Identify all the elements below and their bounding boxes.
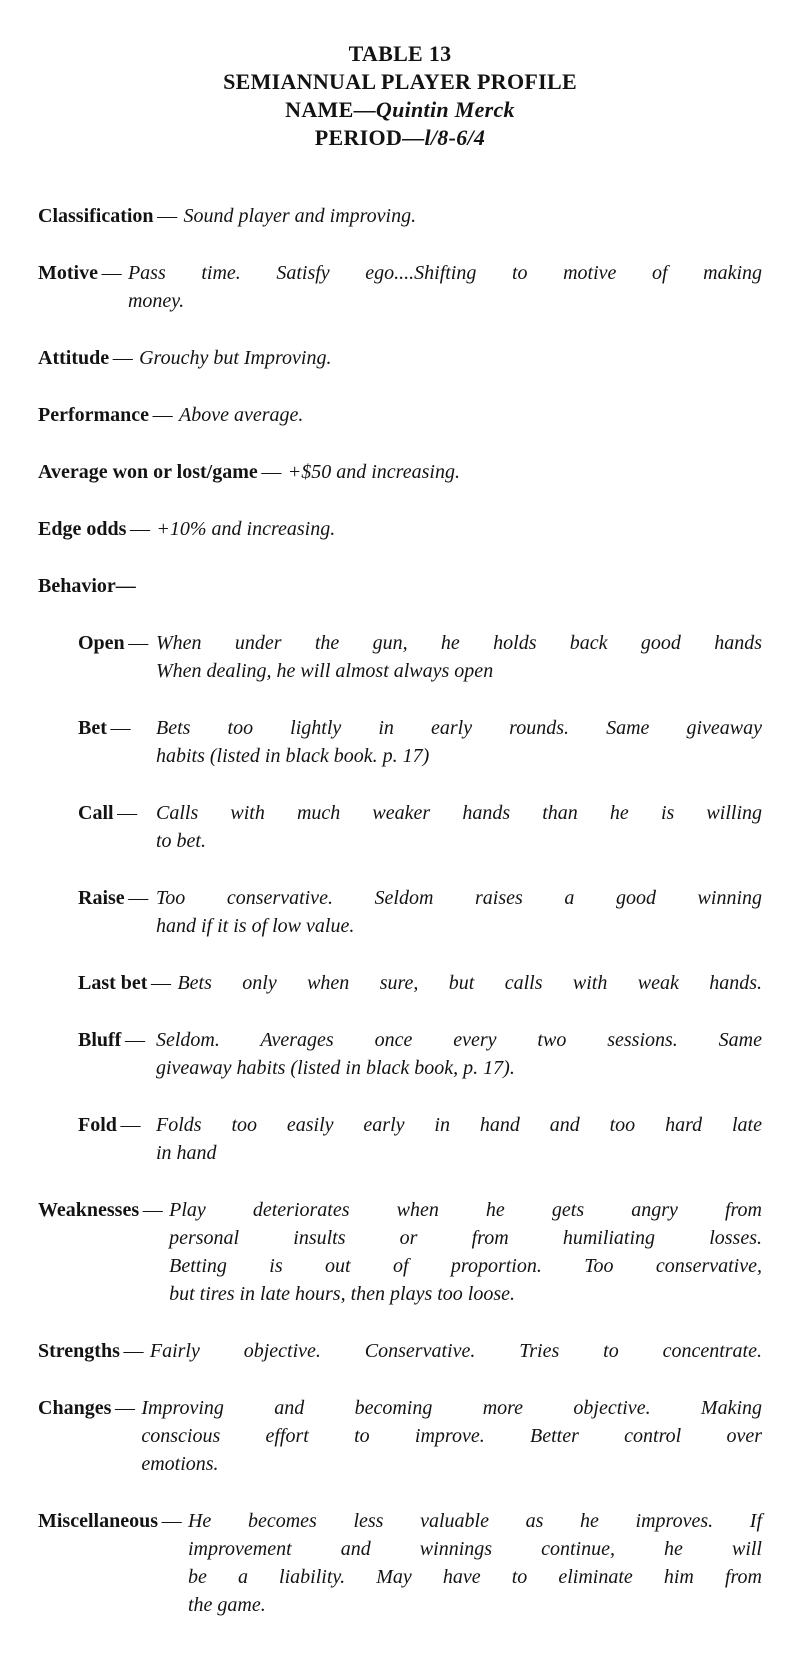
value-line: Sound player and improving. — [183, 205, 417, 227]
em-dash: — — [157, 205, 178, 227]
entry-label: Raise — — [78, 884, 156, 940]
entry-label: Average won or lost/game — — [38, 458, 288, 486]
value-line: +$50 and increasing. — [287, 461, 460, 483]
entry-label: Behavior— — [38, 575, 136, 597]
entry-behavior-fold — [78, 1111, 762, 1167]
table-number: TABLE 13 — [348, 41, 452, 66]
em-dash: — — [261, 461, 282, 483]
value-line: to bet. — [156, 830, 206, 852]
em-dash: — — [124, 1029, 145, 1051]
entry-behavior-call — [78, 799, 762, 855]
value-line: emotions. — [141, 1453, 219, 1475]
entry-behavior-open — [78, 629, 762, 685]
entry-value — [156, 629, 762, 685]
value-line: Grouchy but Improving. — [139, 347, 332, 369]
entry-value — [139, 344, 762, 372]
em-dash: — — [101, 262, 122, 284]
table-title: SEMIANNUAL PLAYER PROFILE — [223, 69, 577, 94]
em-dash: — — [151, 972, 172, 994]
em-dash: — — [128, 887, 149, 909]
value-line: but tires in late hours, then plays too loose. — [169, 1283, 516, 1305]
entry-value — [288, 458, 762, 486]
em-dash: — — [129, 518, 150, 540]
value-line: money. — [127, 290, 185, 312]
entry-motive — [38, 259, 762, 315]
value-line: hand if it is of low value. — [156, 915, 355, 937]
entry-behavior-raise — [78, 884, 762, 940]
entry-behavior-heading — [38, 572, 762, 600]
value-line: improvement and winnings continue, he will — [187, 1538, 762, 1560]
em-dash: — — [120, 1114, 141, 1136]
value-line: Above average. — [179, 404, 304, 426]
em-dash: — — [128, 632, 149, 654]
entry-behavior-bluff — [78, 1026, 762, 1082]
em-dash: — — [152, 404, 173, 426]
name-value: Quintin Merck — [375, 97, 515, 122]
entry-label: Edge odds — — [38, 515, 156, 543]
entry-classification — [38, 202, 762, 230]
player-profile-document — [38, 40, 762, 1619]
entry-label: Changes — — [38, 1394, 141, 1478]
entry-performance — [38, 401, 762, 429]
entry-strengths — [38, 1337, 762, 1365]
entry-label: Miscellaneous — — [38, 1507, 188, 1619]
value-line: Seldom. Averages once every two sessions. Same — [156, 1029, 762, 1051]
entry-label: Weaknesses — — [38, 1196, 169, 1308]
value-line: When dealing, he will almost always open — [156, 660, 494, 682]
entry-label: Fold — — [78, 1111, 156, 1167]
period-value: l/8-6/4 — [424, 125, 486, 150]
value-line: the game. — [187, 1594, 266, 1616]
value-line: Calls with much weaker hands than he is willing — [156, 802, 762, 824]
em-dash: — — [114, 1397, 135, 1419]
em-dash: — — [123, 1340, 144, 1362]
entry-weaknesses — [38, 1196, 762, 1308]
player-name-line — [38, 96, 762, 124]
entry-value — [184, 202, 762, 230]
entry-value — [177, 969, 762, 997]
entry-label: Bet — — [78, 714, 156, 770]
value-line: personal insults or from humiliating losses. — [169, 1227, 762, 1249]
value-line: Betting is out of proportion. Too conservative, — [169, 1255, 762, 1277]
em-dash: — — [117, 802, 138, 824]
value-line: Fairly objective. Conservative. Tries to concentrate. — [149, 1340, 762, 1362]
entry-label: Strengths — — [38, 1337, 150, 1365]
value-line: giveaway habits (listed in black book, p. 17). — [156, 1057, 515, 1079]
entry-changes — [38, 1394, 762, 1478]
entry-value — [150, 1337, 762, 1365]
em-dash: — — [402, 125, 425, 150]
em-dash: — — [142, 1199, 163, 1221]
em-dash: — — [110, 717, 131, 739]
value-line: in hand — [156, 1142, 217, 1164]
entry-value — [156, 515, 762, 543]
value-line: Improving and becoming more objective. Making — [141, 1397, 762, 1419]
entry-label: Last bet — — [78, 969, 177, 997]
value-line: +10% and increasing. — [156, 518, 336, 540]
entry-value — [156, 1026, 762, 1082]
entry-value — [169, 1196, 762, 1308]
entry-value — [141, 1394, 762, 1478]
entry-value — [179, 401, 762, 429]
em-dash: — — [161, 1510, 182, 1532]
entry-label: Attitude — — [38, 344, 139, 372]
entry-value — [188, 1507, 762, 1619]
entry-attitude — [38, 344, 762, 372]
value-line: Pass time. Satisfy ego....Shifting to motive of making — [127, 262, 762, 284]
value-line: Bets too lightly in early rounds. Same giveaway — [156, 717, 762, 739]
entry-label: Open — — [78, 629, 156, 685]
entry-value — [156, 884, 762, 940]
value-line: When under the gun, he holds back good hands — [156, 632, 762, 654]
entry-behavior-bet — [78, 714, 762, 770]
value-line: Play deteriorates when he gets angry from — [169, 1199, 762, 1221]
entry-average-won-or-lost — [38, 458, 762, 486]
entry-label: Performance — — [38, 401, 179, 429]
em-dash: — — [115, 575, 136, 597]
em-dash: — — [112, 347, 133, 369]
value-line: Folds too easily early in hand and too hard late — [156, 1114, 762, 1136]
value-line: be a liability. May have to eliminate him from — [187, 1566, 762, 1588]
entry-label: Motive — — [38, 259, 128, 315]
entry-edge-odds — [38, 515, 762, 543]
entry-value — [156, 799, 762, 855]
table-header — [38, 40, 762, 152]
entry-value — [128, 259, 762, 315]
period-label: PERIOD — [314, 125, 403, 150]
entry-label: Call — — [78, 799, 156, 855]
value-line: Bets only when sure, but calls with weak hands. — [177, 972, 762, 994]
entry-label: Bluff — — [78, 1026, 156, 1082]
name-label: NAME — [285, 97, 354, 122]
entry-behavior-last-bet — [78, 969, 762, 997]
value-line: conscious effort to improve. Better control over — [141, 1425, 762, 1447]
value-line: Too conservative. Seldom raises a good winning — [156, 887, 762, 909]
entry-label: Classification — — [38, 202, 184, 230]
value-line: habits (listed in black book. p. 17) — [156, 745, 430, 767]
entry-value — [156, 1111, 762, 1167]
value-line: He becomes less valuable as he improves. If — [187, 1510, 762, 1532]
period-line — [38, 124, 762, 152]
em-dash: — — [353, 97, 376, 122]
entry-miscellaneous — [38, 1507, 762, 1619]
entry-value — [156, 714, 762, 770]
